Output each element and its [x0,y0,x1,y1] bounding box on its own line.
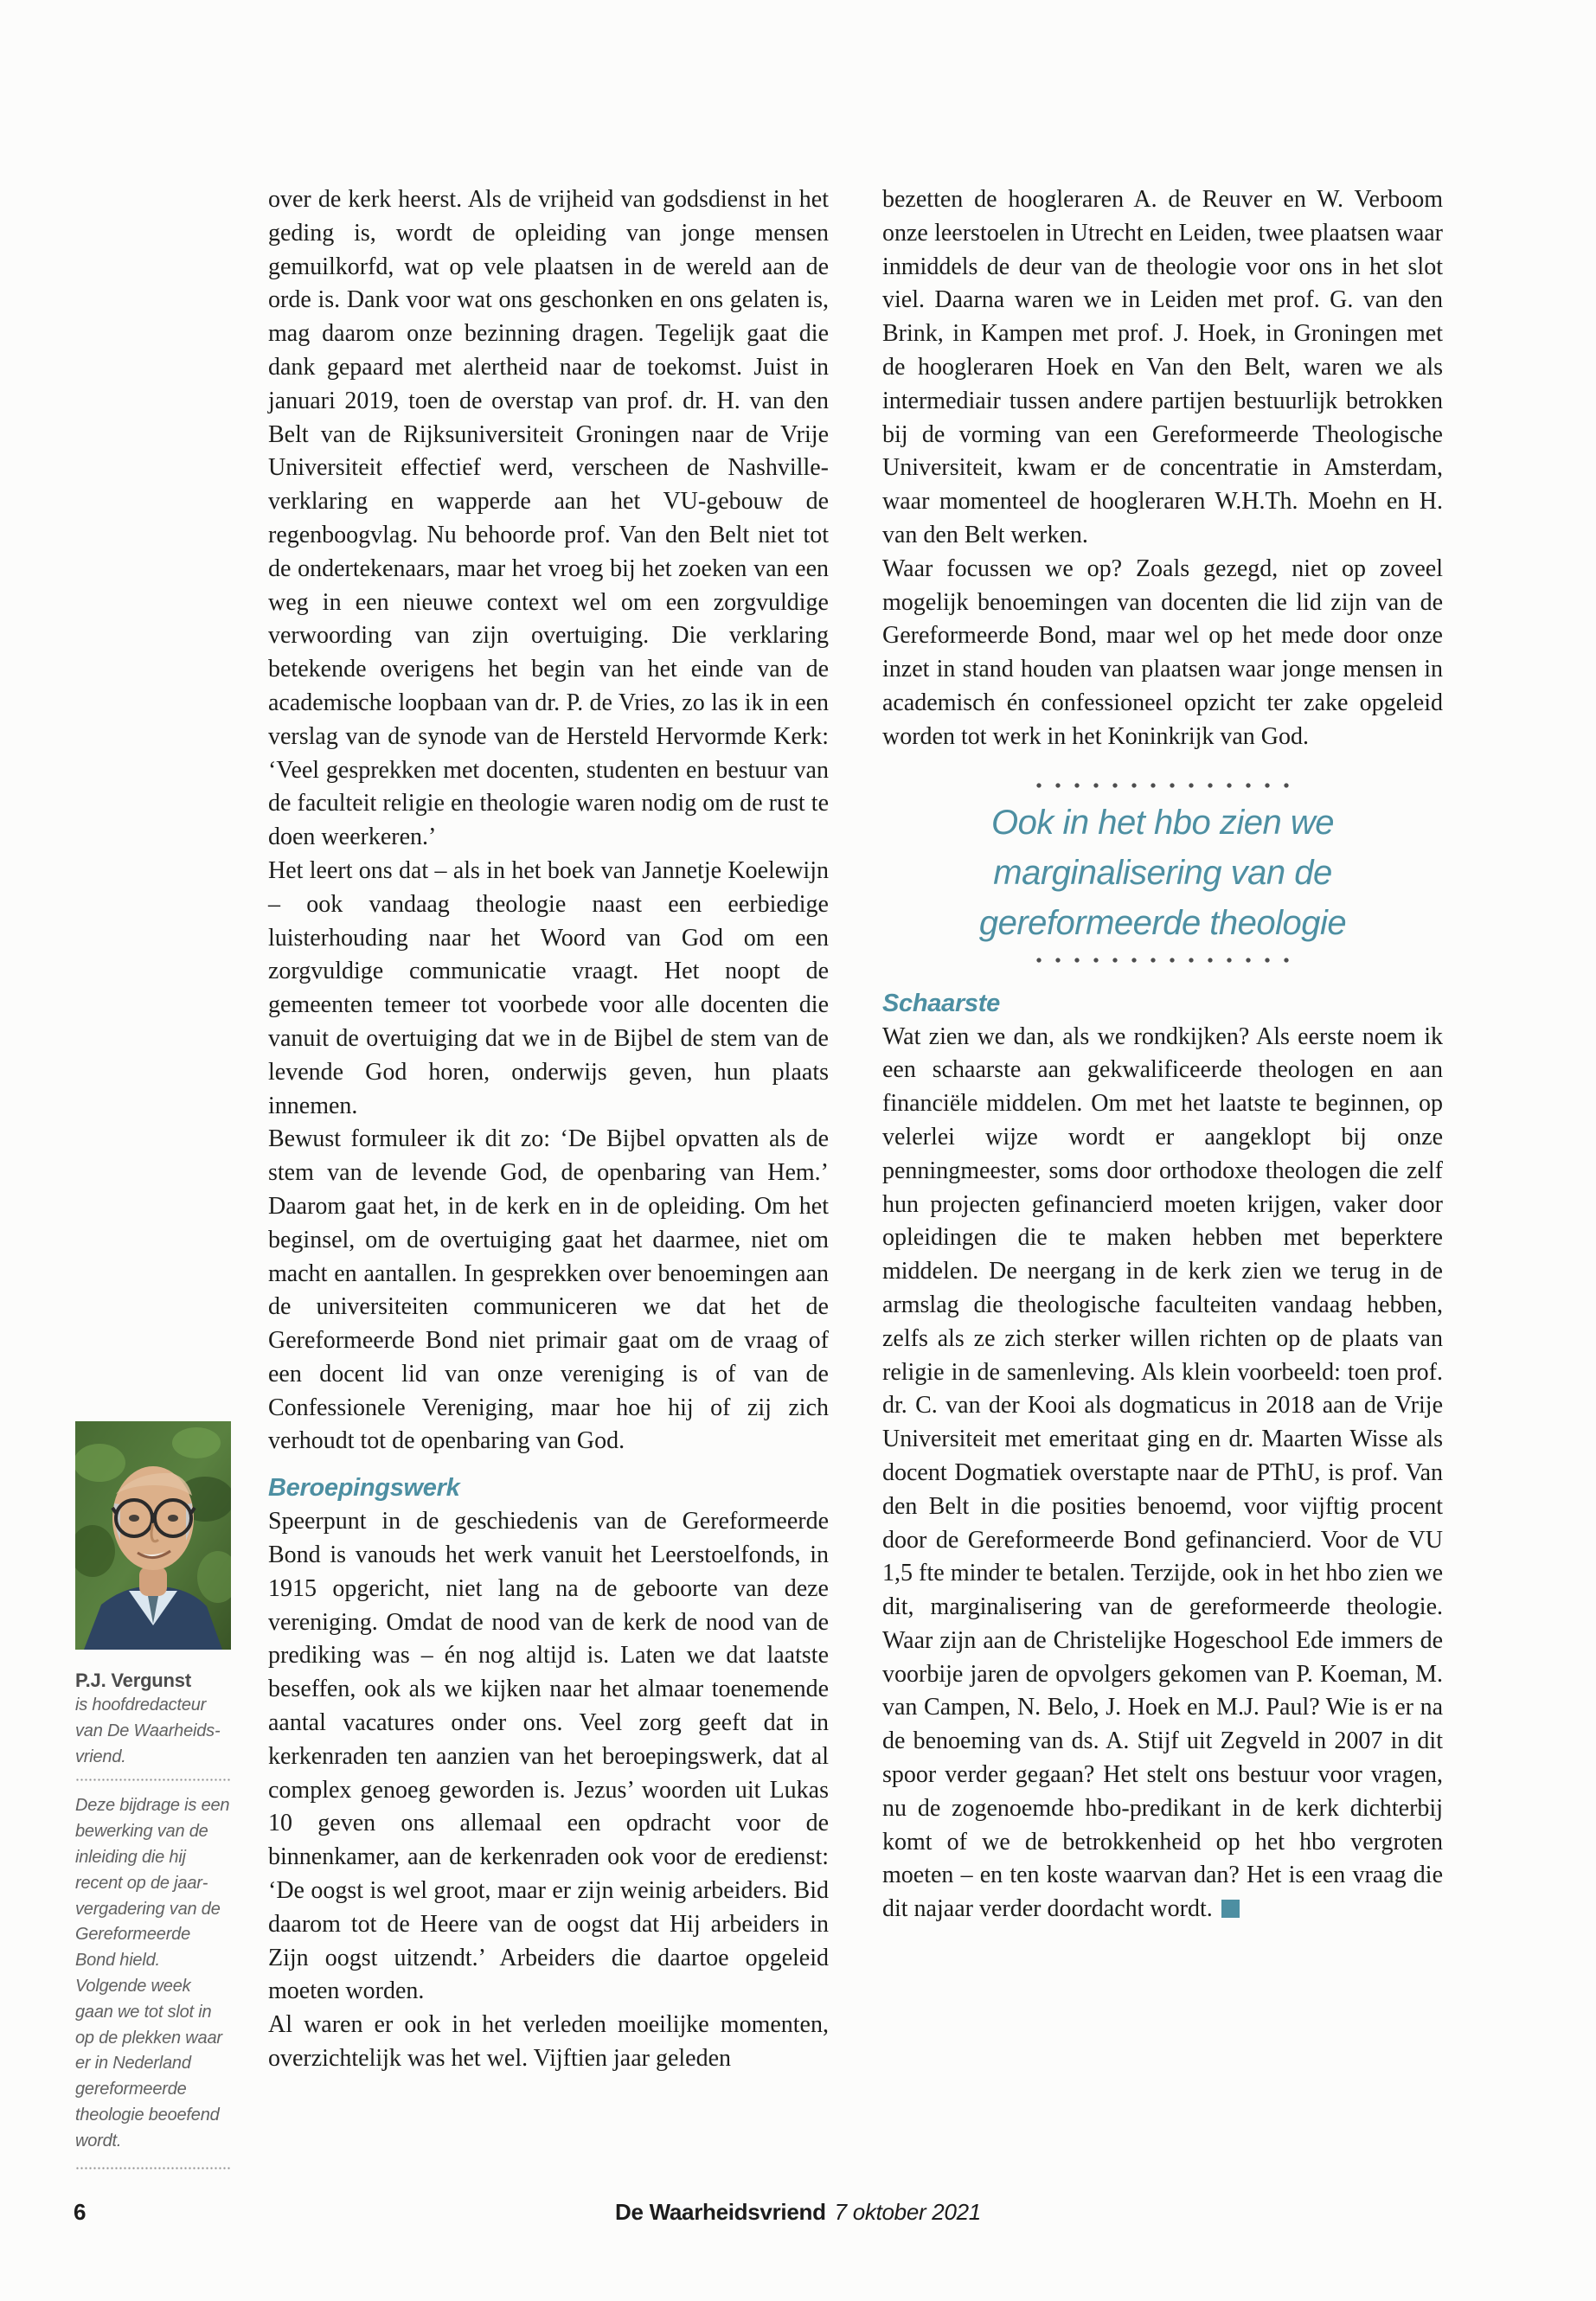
dotted-rule [1029,957,1296,964]
author-role: is hoofdredacteur van De Waarheidsvriend. [75,1695,221,1766]
footer-magazine-title: De Waarheidsvriend [615,2199,826,2225]
body-paragraph: over de kerk heerst. Als de vrijheid van godsdienst in het geding is, wordt de opleiding van jonge mensen gemuilkorfd, wat op vele plaatsen in de wereld aan de orde is. Dank voor wat ons geschonken en ons gelaten is, mag daarom onze bezinning dragen. Tegelijk gaat die dank gepaard met alertheid naar de toekomst. Juist in januari 2019, toen de overstap van prof. dr. H. van den Belt van de Rijksuniversiteit Groningen naar de Vrije Universiteit effectief werd, verscheen de Nashville-verklaring en wapperde aan het VU-gebouw de regenboogvlag. Nu behoorde prof. Van den Belt niet tot de ondertekenaars, maar het vroeg bij het zoeken van een weg in een nieuwe context wel om een zorgvuldige verwoording van zijn overtuiging. Die verklaring betekende overigens het begin van het einde van de academische loopbaan van dr. P. de Vries, zo las ik in een verslag van de synode van de Hersteld Hervormde Kerk: ‘Veel gesprekken met docenten, studenten en bestuur van de faculteit religie en theologie waren nodig om de rust te doen weerkeren.’ [268,186,829,851]
body-paragraph: bezetten de hoogleraren A. de Reuver en W. Verboom onze leerstoelen in Utrecht en Leiden, twee plaatsen waar inmiddels de deur van de theologie voor ons in het slot viel. Daarna waren we in Leiden met prof. G. van den Brink, in Kampen met prof. J. Hoek, in Groningen met de hoogleraren Hoek en Van den Belt, waren we als intermediair tussen andere partijen bestuurlijk betrokken bij de vorming van een Gereformeerde Theologische Universiteit, kwam er de concentratie in Amsterdam, waar momenteel de hoogleraren W.H.Th. Moehn en H. van den Belt werken. [882,186,1443,548]
section-heading: Schaarste [882,989,1000,1017]
article-right-column [882,183,1443,1926]
body-paragraph: Waar focussen we op? Zoals gezegd, niet op zoveel mogelijk benoemingen van docenten die lid zijn van de Gereformeerde Bond, maar wel op het mede door onze inzet in stand houden van plaatsen waar jonge mensen in academisch én confessioneel opzicht ter zake opgeleid worden tot werk in het Koninkrijk van God. [882,554,1443,750]
footer-date: 7 oktober 2021 [834,2199,981,2225]
dotted-rule [75,1779,231,1781]
portrait-photo [75,1421,231,1650]
dotted-rule [1029,782,1296,789]
page-number: 6 [74,2199,87,2225]
pull-quote [882,782,1443,964]
body-paragraph: Bewust formuleer ik dit zo: ‘De Bijbel opvatten als de stem van de levende God, de openbaring van Hem.’ Daarom gaat het, in de kerk en in de opleiding. Om het beginsel, om de overtuiging gaat het daarmee, niet om macht en aantallen. In gesprekken over benoemingen aan de universiteiten communiceren we dat het de Gereformeerde Bond niet primair gaat om de vraag of een docent lid van onze vereniging is of van de Confessionele Vereniging, maar hoe hij of zij zich verhoudt tot de openbaring van God. [268,1125,829,1455]
author-name: P.J. Vergunst [75,1670,191,1691]
article-end-mark [1221,1900,1240,1918]
body-paragraph: Het leert ons dat – als in het boek van Jannetje Koelewijn – ook vandaag theologie naast een eerbiedige luisterhouding naar het Woord van God om een zorgvuldige communicatie vraagt. Het noopt de gemeenten temeer tot voorbede voor alle docenten die vanuit de overtuiging dat we in de Bijbel de stem van de levende God horen, onderwijs geven, hun plaats innemen. [268,856,829,1119]
pull-quote-line: gereformeerde theologie [978,903,1347,942]
pull-quote-line: marginalisering van de [993,853,1332,892]
sidebar-note: Deze bijdrage is een bewerking van de inleiding die hij recent op de jaarvergadering van de Gereformeerde Bond hield. Volgende week gaan we tot slot in op de plekken waar er in Nederland gereformeerde theologie beoefend wordt. [75,1796,230,2150]
body-paragraph: Al waren er ook in het verleden moeilijke momenten, overzichtelijk was het wel. Vijftien jaar geleden [268,2011,829,2073]
dotted-rule [75,2167,231,2170]
section-heading: Beroepingswerk [268,1474,460,1503]
author-sidebar [75,1421,231,2182]
article-left-column [268,183,829,2076]
footer-center [0,2199,1596,2226]
body-paragraph: Speerpunt in de geschiedenis van de Gereformeerde Bond is vanouds het werk vanuit het Leerstoelfonds, in 1915 opgericht, niet lang na de geboorte van deze vereniging. Omdat de nood van de kerk de nood van de prediking was – én nog altijd is. Laten we dat laatste beseffen, ook als we kijken naar het almaar toenemende aantal vacatures onder ons. Veel zorg geeft dat in kerkenraden ten aanzien van het beroepingswerk, dat al complex genoeg geworden is. Jezus’ woorden uit Lukas 10 geven ons allemaal een opdracht voor de binnenkamer, aan de kerkenraden ook voor de eredienst: ‘De oogst is wel groot, maar er zijn weinig arbeiders. Bid daarom tot de Heere van de oogst dat Hij arbeiders in Zijn oogst uitzendt.’ Arbeiders die daartoe opgeleid moeten worden. [268,1508,829,2005]
body-paragraph: Wat zien we dan, als we rondkijken? Als eerste noem ik een schaarste aan gekwalificeerde theologen en aan financiële middelen. Om met het laatste te beginnen, op velerlei wijze wordt er aangeklopt bij onze penningmeester, soms door orthodoxe theologen die zelf hun projecten gefinancierd moeten krijgen, vaker door opleidingen die te maken hebben met beperktere middelen. De neergang in de kerk zien we terug in de armslag die theologische faculteiten vandaag hebben, zelfs als ze zich sterker willen richten op de plaats van religie in de samenleving. Als klein voorbeeld: toen prof. dr. C. van der Kooi als dogmaticus in 2018 aan de Vrije Universiteit met emeritaat ging en dr. Maarten Wisse als docent Dogmatiek overstapte naar de PThU, is prof. Van den Belt in die posities benoemd, voor vijftig procent door de Gereformeerde Bond gefinancierd. Voor de VU 1,5 fte minder te betalen. Terzijde, ook in het hbo zien we dit, marginalisering van de gereformeerde theologie. Waar zijn aan de Christelijke Hogeschool Ede immers de voorbije jaren de opvolgers gekomen van P. Koeman, M. van Campen, N. Belo, J. Hoek en M.J. Paul? Wie is er na de benoeming van ds. A. Stijf uit Zegveld in 2007 in dit spoor verder gegaan? Het stelt ons bestuur voor vragen, nu de zogenoemde hbo-predikant in de kerk dichterbij komt of we de betrokkenheid op het hbo vergroten moeten – en ten koste waarvan dan? Het is een vraag die dit najaar verder doordacht wordt. [882,1022,1443,1923]
pull-quote-line: Ook in het hbo zien we [991,803,1334,842]
